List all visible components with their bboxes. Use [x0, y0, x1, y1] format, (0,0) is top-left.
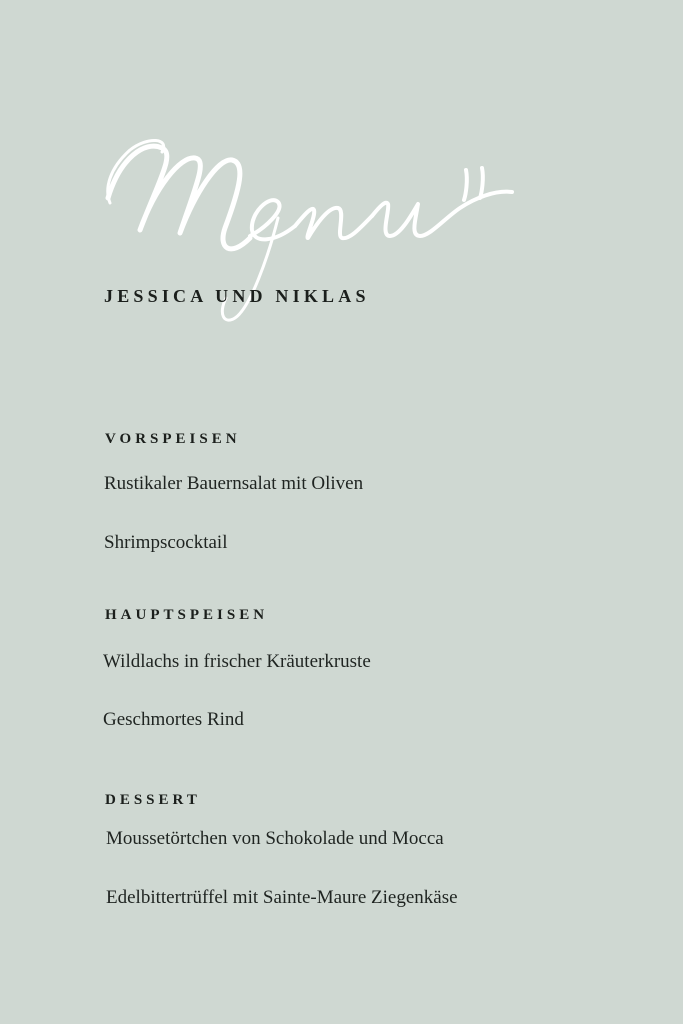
dish-item: Wildlachs in frischer Kräuterkruste	[103, 651, 371, 672]
dish-item: Moussetörtchen von Schokolade und Mocca	[106, 828, 444, 849]
dish-item: Shrimpscocktail	[104, 532, 228, 553]
dish-item: Geschmortes Rind	[103, 709, 244, 730]
section-heading-dessert: DESSERT	[105, 792, 201, 808]
dish-item: Rustikaler Bauernsalat mit Oliven	[104, 473, 364, 494]
section-heading-vorspeisen: VORSPEISEN	[105, 431, 241, 447]
couple-names: JESSICA UND NIKLAS	[104, 286, 370, 306]
dish-item: Edelbittertrüffel mit Sainte-Maure Ziegenkäse	[106, 887, 458, 908]
section-heading-hauptspeisen: HAUPTSPEISEN	[105, 607, 269, 623]
